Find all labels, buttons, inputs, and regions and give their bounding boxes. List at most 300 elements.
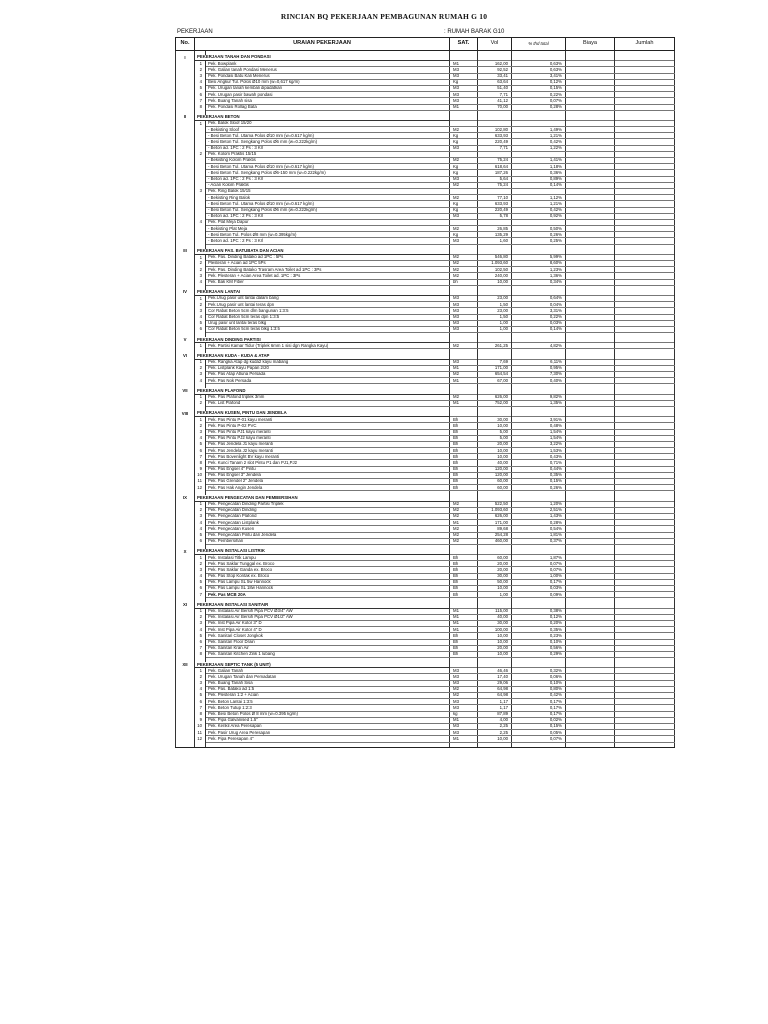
item-description: Pek. Pipa Peresapan 4"	[206, 736, 450, 742]
item-index: 5	[195, 441, 206, 447]
item-index: 4	[195, 314, 206, 320]
item-unit: M1	[450, 104, 478, 110]
item-index: 6	[195, 326, 206, 332]
item-percent: 0,80%	[512, 686, 566, 692]
section-number: VII	[176, 388, 195, 394]
item-description: Pek. Pas Jendela J1 kayu meranti	[206, 441, 450, 447]
item-description: Pek. Pas Engsel 3" Jendela	[206, 472, 450, 478]
item-percent: 0,38%	[512, 608, 566, 614]
item-percent: 1,00%	[512, 573, 566, 579]
item-percent: 6,11%	[512, 359, 566, 365]
item-description: - Beton ad. 1PC : 2 Ps : 3 Krl	[206, 145, 450, 151]
item-index: 2	[195, 261, 206, 267]
item-description: Pek. Pas Pintu PJ1 kayu meranti	[206, 429, 450, 435]
table-footer-row	[176, 742, 675, 747]
item-description: Pek. Sanitari Floor Drain	[206, 639, 450, 645]
item-percent: 1,18%	[512, 164, 566, 170]
item-percent: 1,41%	[512, 158, 566, 164]
item-percent: 2,51%	[512, 507, 566, 513]
item-index: 1	[195, 120, 206, 126]
item-index: 4	[195, 435, 206, 441]
item-unit: Bh	[450, 645, 478, 651]
item-unit: M2	[450, 538, 478, 544]
item-index: 1	[195, 668, 206, 674]
item-volume: 20,00	[478, 645, 512, 651]
item-description: - Besi Beton Tul. Utama Polos Ø10 mm (w=0.617 kg/m)	[206, 164, 450, 170]
item-description: Cor Rabat Beton 5cm teras dpn 1:3:5	[206, 314, 450, 320]
item-index: 10	[195, 723, 206, 729]
item-description: Pek. Urugan Tanah dan Pemadatan	[206, 674, 450, 680]
section-number: III	[176, 249, 195, 255]
item-index: 8	[195, 651, 206, 657]
item-index: 2	[195, 365, 206, 371]
item-description: Pek. Urugan pasir bawah pondasi	[206, 92, 450, 98]
item-description: Urug pasir unt lantai teras blkg	[206, 320, 450, 326]
item-description: Pek. Plat Meja Dapur	[206, 219, 450, 225]
item-volume: 102,50	[478, 267, 512, 273]
item-volume: 40,00	[478, 614, 512, 620]
header-jumlah: Jumlah	[615, 38, 675, 51]
item-description: Pek. Pengecatan Dinding Partisi Triplek	[206, 501, 450, 507]
item-percent: 0,71%	[512, 460, 566, 466]
section-number: IV	[176, 290, 195, 296]
item-volume: 135,29	[478, 232, 512, 238]
section-number: V	[176, 337, 195, 343]
section-title: PEKERJAAN LANTAI	[195, 290, 450, 296]
item-percent: 0,63%	[512, 61, 566, 67]
item-volume: 50,00	[478, 579, 512, 585]
item-volume: 633,93	[478, 201, 512, 207]
item-percent: 0,56%	[512, 645, 566, 651]
item-description: Pek. Buang Tanah sisa	[206, 98, 450, 104]
section-number: XII	[176, 662, 195, 668]
item-description: Pek. Plesteran + Acian Area Toilet ad. 1PC : 3Ps	[206, 273, 450, 279]
item-percent: 0,48%	[512, 423, 566, 429]
item-unit: M2	[450, 343, 478, 349]
section-title: PEKERJAAN INSTALASI SANITAIR	[195, 602, 450, 608]
item-volume: 1,00	[478, 326, 512, 332]
item-description: Pek. Partisi Kamar Tidur (Triplek 6mm 1 sisi dgn Rangka Kayu)	[206, 343, 450, 349]
item-percent: 1,23%	[512, 267, 566, 273]
item-unit: M3	[450, 85, 478, 91]
item-percent: 0,17%	[512, 711, 566, 717]
item-percent: 0,15%	[512, 479, 566, 485]
item-percent: 0,95%	[512, 365, 566, 371]
item-description: Pek.Urug pasir unt lantai dalam bang	[206, 295, 450, 301]
item-description: - Bekisting Ring Balok	[206, 195, 450, 201]
item-percent: 0,12%	[512, 614, 566, 620]
item-index: 12	[195, 485, 206, 491]
item-description: Pek. Pengecatan Plafond	[206, 513, 450, 519]
section-title: PEKERJAAN PENGECATAN DAN PEMBERSIHAN	[195, 495, 450, 501]
item-percent: 1,22%	[512, 145, 566, 151]
item-index: 4	[195, 627, 206, 633]
item-unit: Kg	[450, 207, 478, 213]
item-index: 12	[195, 736, 206, 742]
item-description: Pek. Pengecatan Listplank	[206, 520, 450, 526]
item-unit: Kg	[450, 201, 478, 207]
item-volume: 2,25	[478, 730, 512, 736]
item-unit: M2	[450, 686, 478, 692]
item-unit: Bh	[450, 561, 478, 567]
item-description: Pek. Instalasi Titk Lampu	[206, 555, 450, 561]
item-unit: M3	[450, 92, 478, 98]
item-index: 1	[195, 295, 206, 301]
item-volume: 29,06	[478, 680, 512, 686]
item-volume: 75,24	[478, 182, 512, 188]
item-index: 3	[195, 513, 206, 519]
item-index: 2	[195, 507, 206, 513]
section-number: VIII	[176, 411, 195, 417]
item-volume: 546,80	[478, 254, 512, 260]
item-description: - Besi Beton Tul. Sengkang Polos Ø6 mm (w=0.222kg/m)	[206, 139, 450, 145]
item-unit: M1	[450, 717, 478, 723]
item-description: - Besi Beton Tul. Polos Ø8 mm (w=0.395kg/m)	[206, 232, 450, 238]
item-unit: Bh	[450, 633, 478, 639]
item-index: 2	[195, 561, 206, 567]
item-unit: M2	[450, 127, 478, 133]
item-volume: 75,24	[478, 158, 512, 164]
section-number: XI	[176, 602, 195, 608]
item-volume: 87,89	[478, 711, 512, 717]
item-unit: M3	[450, 674, 478, 680]
item-description: - Bekisting Sloof	[206, 127, 450, 133]
item-index: 1	[195, 501, 206, 507]
item-index: 5	[195, 693, 206, 699]
item-description: Pek. Pas Nok Persada	[206, 378, 450, 384]
item-percent: 0,07%	[512, 98, 566, 104]
item-volume: 618,64	[478, 164, 512, 170]
item-percent: 0,07%	[512, 567, 566, 573]
item-unit: Bh	[450, 651, 478, 657]
section-title: PEKERJAAN INSTALASI LISTRIK	[195, 549, 450, 555]
item-index: 9	[195, 717, 206, 723]
item-volume: 10,00	[478, 633, 512, 639]
item-volume: 30,00	[478, 573, 512, 579]
item-unit: M1	[450, 400, 478, 406]
item-unit: Bh	[450, 639, 478, 645]
item-index: 2	[195, 400, 206, 406]
item-percent: 0,15%	[512, 85, 566, 91]
item-percent: 0,40%	[512, 378, 566, 384]
item-volume: 7,69	[478, 359, 512, 365]
item-description: Pek. Pas. Batako ad 1:5	[206, 686, 450, 692]
item-percent: 0,06%	[512, 674, 566, 680]
item-description: Pek. Kerikil Area Peresapan	[206, 723, 450, 729]
item-index: 6	[195, 586, 206, 592]
item-description: Pek. Pas Grendel 2" Jendela	[206, 479, 450, 485]
item-description: Pek. Pas Pintu PJ2 kayu meranti	[206, 435, 450, 441]
item-volume: 10,00	[478, 639, 512, 645]
item-index: 5	[195, 85, 206, 91]
item-unit: M2	[450, 513, 478, 519]
item-volume: 220,49	[478, 139, 512, 145]
item-unit: Bh	[450, 448, 478, 454]
item-volume: 2,25	[478, 723, 512, 729]
item-volume: 4,00	[478, 717, 512, 723]
item-unit: M2	[450, 501, 478, 507]
item-percent: 0,64%	[512, 295, 566, 301]
item-index: 5	[195, 532, 206, 538]
item-volume: 10,00	[478, 586, 512, 592]
item-unit: M3	[450, 359, 478, 365]
item-description: Pek. Pas. Dinding Batako ad 1PC : 5Ps	[206, 254, 450, 260]
item-volume: 10,00	[478, 279, 512, 285]
item-index: 1	[195, 359, 206, 365]
item-volume: 120,00	[478, 466, 512, 472]
boq-table	[175, 37, 675, 748]
item-unit: Bh	[450, 429, 478, 435]
item-volume: 67,00	[478, 378, 512, 384]
item-index: 3	[195, 308, 206, 314]
item-volume: 1,00	[478, 320, 512, 326]
section-number: IX	[176, 495, 195, 501]
item-volume: 102,80	[478, 127, 512, 133]
item-volume: 1,60	[478, 238, 512, 244]
header-biaya: Biaya	[566, 38, 615, 51]
section-number: VI	[176, 353, 195, 359]
item-unit: M2	[450, 507, 478, 513]
item-unit: bh	[450, 279, 478, 285]
item-unit: Bh	[450, 592, 478, 598]
item-unit: M3	[450, 73, 478, 79]
item-index: 4	[195, 686, 206, 692]
pekerjaan-label: PEKERJAAN	[177, 29, 213, 35]
item-percent: 0,04%	[512, 302, 566, 308]
item-percent: 0,20%	[512, 620, 566, 626]
item-index: 2	[195, 151, 206, 157]
item-index: 2	[195, 674, 206, 680]
item-percent: 0,10%	[512, 680, 566, 686]
item-percent: 0,29%	[512, 651, 566, 657]
item-volume: 5,00	[478, 429, 512, 435]
item-index: 4	[195, 573, 206, 579]
item-percent: 0,07%	[512, 561, 566, 567]
item-description: - Bekisting Kolom Praktis	[206, 158, 450, 164]
item-percent: 3,22%	[512, 441, 566, 447]
item-unit: Kg	[450, 170, 478, 176]
item-unit: Kg	[450, 79, 478, 85]
item-description: Pek. Balok Sloof 15/20	[206, 120, 450, 126]
item-volume: 626,00	[478, 513, 512, 519]
section-title: PEKERJAAN SEPTIC TANK (5 UNIT)	[195, 662, 450, 668]
item-volume: 120,00	[478, 472, 512, 478]
item-description: Pek. Pembersihan	[206, 538, 450, 544]
item-volume: 1,50	[478, 314, 512, 320]
item-unit: Bh	[450, 423, 478, 429]
section-title: PEKERJAAN BETON	[195, 115, 450, 121]
item-index: 2	[195, 67, 206, 73]
item-volume: 10,00	[478, 423, 512, 429]
item-description: Pek. Besi Beton Polos Ø 8 mm (w=0.395 kg/m)	[206, 711, 450, 717]
item-volume: 23,00	[478, 295, 512, 301]
item-description: Pek. Sanitari Kitchen Zink 1 lubang	[206, 651, 450, 657]
item-volume: 63,64	[478, 79, 512, 85]
item-percent: 9,82%	[512, 394, 566, 400]
item-unit: Bh	[450, 466, 478, 472]
item-volume: 17,40	[478, 674, 512, 680]
item-percent: 0,89%	[512, 176, 566, 182]
item-description: - Beton ad. 1PC : 2 Ps : 3 Krl	[206, 238, 450, 244]
item-percent: 0,17%	[512, 699, 566, 705]
item-index: 7	[195, 98, 206, 104]
item-unit: M3	[450, 699, 478, 705]
item-description: Pek. Kunci Tanam 2 slot Pintu P1 dan PJ1,PJ2	[206, 460, 450, 466]
item-index: 3	[195, 372, 206, 378]
item-index: 2	[195, 302, 206, 308]
item-index: 1	[195, 608, 206, 614]
item-percent: 0,42%	[512, 207, 566, 213]
item-percent: 1,21%	[512, 201, 566, 207]
table-header-row	[176, 38, 675, 51]
item-volume: 10,00	[478, 651, 512, 657]
item-volume: 70,00	[478, 104, 512, 110]
item-percent: 1,54%	[512, 429, 566, 435]
item-volume: 7,71	[478, 145, 512, 151]
item-unit: M2	[450, 261, 478, 267]
item-percent: 0,03%	[512, 320, 566, 326]
item-index: 7	[195, 645, 206, 651]
item-volume: 7,71	[478, 92, 512, 98]
item-index: 5	[195, 320, 206, 326]
item-volume: 752,00	[478, 400, 512, 406]
section-number: I	[176, 55, 195, 61]
item-unit: M3	[450, 238, 478, 244]
item-unit: Bh	[450, 586, 478, 592]
item-description: Pek. Pas Pintu P-01 kayu meranti	[206, 417, 450, 423]
item-volume: 10,00	[478, 736, 512, 742]
item-unit: Bh	[450, 555, 478, 561]
item-volume: 1.093,60	[478, 261, 512, 267]
item-index: 8	[195, 104, 206, 110]
item-volume: 46,46	[478, 668, 512, 674]
item-percent: 1,49%	[512, 127, 566, 133]
item-unit: M2	[450, 226, 478, 232]
item-volume: 633,93	[478, 133, 512, 139]
item-unit: Bh	[450, 454, 478, 460]
item-volume: 64,98	[478, 693, 512, 699]
item-percent: 7,30%	[512, 372, 566, 378]
item-unit: Kg	[450, 133, 478, 139]
item-percent: 3,41%	[512, 73, 566, 79]
item-unit: M2	[450, 532, 478, 538]
item-percent: 0,28%	[512, 520, 566, 526]
item-description: Pek. Pas Jendela J2 kayu meranti	[206, 448, 450, 454]
item-unit: M2	[450, 526, 478, 532]
item-index: 4	[195, 79, 206, 85]
item-description: - Besi Beton Tul. Utama Polos Ø10 mm (w=0.617 kg/m)	[206, 133, 450, 139]
item-volume: 626,00	[478, 394, 512, 400]
item-volume: 41,12	[478, 98, 512, 104]
item-unit: M2	[450, 394, 478, 400]
item-index: 5	[195, 579, 206, 585]
item-description: Pek. Listplank Kayu Papan 2/20	[206, 365, 450, 371]
item-index: 1	[195, 254, 206, 260]
item-unit: Bh	[450, 579, 478, 585]
section-title: PEKERJAAN TANAH DAN PONDASI	[195, 55, 450, 61]
item-index: 6	[195, 448, 206, 454]
item-volume: 261,25	[478, 343, 512, 349]
item-volume: 1,17	[478, 705, 512, 711]
pekerjaan-value: : RUMAH BARAK G10	[444, 29, 505, 35]
item-volume: 20,00	[478, 561, 512, 567]
item-description: Pek. Pas Engsel 4" Pintu	[206, 466, 450, 472]
item-percent: 0,34%	[512, 279, 566, 285]
section-title: PEKERJAAN KUDA - KUDA & ATAP	[195, 353, 450, 359]
item-percent: 1,81%	[512, 532, 566, 538]
item-index: 3	[195, 73, 206, 79]
item-description: Pek. Pas Plafond triplek 3mm	[206, 394, 450, 400]
item-percent: 0,42%	[512, 139, 566, 145]
item-index: 6	[195, 538, 206, 544]
item-unit: M3	[450, 730, 478, 736]
item-percent: 0,26%	[512, 232, 566, 238]
item-unit: M1	[450, 620, 478, 626]
item-unit: M2	[450, 372, 478, 378]
item-percent: 1,36%	[512, 273, 566, 279]
header-vol: Vol	[478, 38, 512, 51]
item-percent: 0,50%	[512, 226, 566, 232]
item-percent: 0,09%	[512, 592, 566, 598]
item-percent: 4,82%	[512, 343, 566, 349]
item-description: Pek. Pengecatan Kusen	[206, 526, 450, 532]
item-percent: 1,20%	[512, 501, 566, 507]
item-percent: 0,43%	[512, 454, 566, 460]
item-description: Besi Angkur Tul. Polos Ø10 mm (w=0,617 kg/m)	[206, 79, 450, 85]
item-index: 9	[195, 466, 206, 472]
item-index: 8	[195, 711, 206, 717]
item-description: Pek. Pondasi Batu Kali Menerus	[206, 73, 450, 79]
item-percent: 0,14%	[512, 326, 566, 332]
item-index: 7	[195, 592, 206, 598]
item-description: Pek. Pas Bovenlight BV kayu meranti	[206, 454, 450, 460]
item-percent: 1,21%	[512, 133, 566, 139]
header-no: No.	[176, 38, 195, 51]
item-volume: 51,40	[478, 85, 512, 91]
item-description: Pek. Instalasi Air Bersih Pipa PCV Ø1/2" AW	[206, 614, 450, 620]
item-percent: 0,12%	[512, 79, 566, 85]
item-index: 6	[195, 639, 206, 645]
item-volume: 60,00	[478, 479, 512, 485]
item-unit: M3	[450, 213, 478, 219]
item-volume: 60,00	[478, 555, 512, 561]
item-description: Pek. Pas Lampu SL 18w Hannock	[206, 586, 450, 592]
item-unit: M3	[450, 302, 478, 308]
item-percent: 1,35%	[512, 400, 566, 406]
item-description: Cor Rabat Beton 5cm teras blkg 1:3:5	[206, 326, 450, 332]
item-volume: 254,28	[478, 532, 512, 538]
item-volume: 20,00	[478, 567, 512, 573]
item-description: Pek. List Plafond	[206, 400, 450, 406]
item-volume: 220,49	[478, 207, 512, 213]
item-index: 2	[195, 267, 206, 273]
item-percent: 1,53%	[512, 448, 566, 454]
item-description: Pek. Pengecatan Pintu dan Jendela	[206, 532, 450, 538]
item-volume: 240,00	[478, 273, 512, 279]
item-index: 1	[195, 61, 206, 67]
item-volume: 20,00	[478, 441, 512, 447]
item-description: Pek. Pas MCB 20A	[206, 592, 450, 598]
item-volume: 26,85	[478, 226, 512, 232]
item-volume: 30,00	[478, 620, 512, 626]
item-description: - Acian Kolom Praktis	[206, 182, 450, 188]
item-unit: M1	[450, 627, 478, 633]
item-volume: 460,00	[478, 538, 512, 544]
item-index: 4	[195, 279, 206, 285]
item-index: 3	[195, 620, 206, 626]
item-unit: Kg	[450, 139, 478, 145]
item-percent: 0,44%	[512, 466, 566, 472]
